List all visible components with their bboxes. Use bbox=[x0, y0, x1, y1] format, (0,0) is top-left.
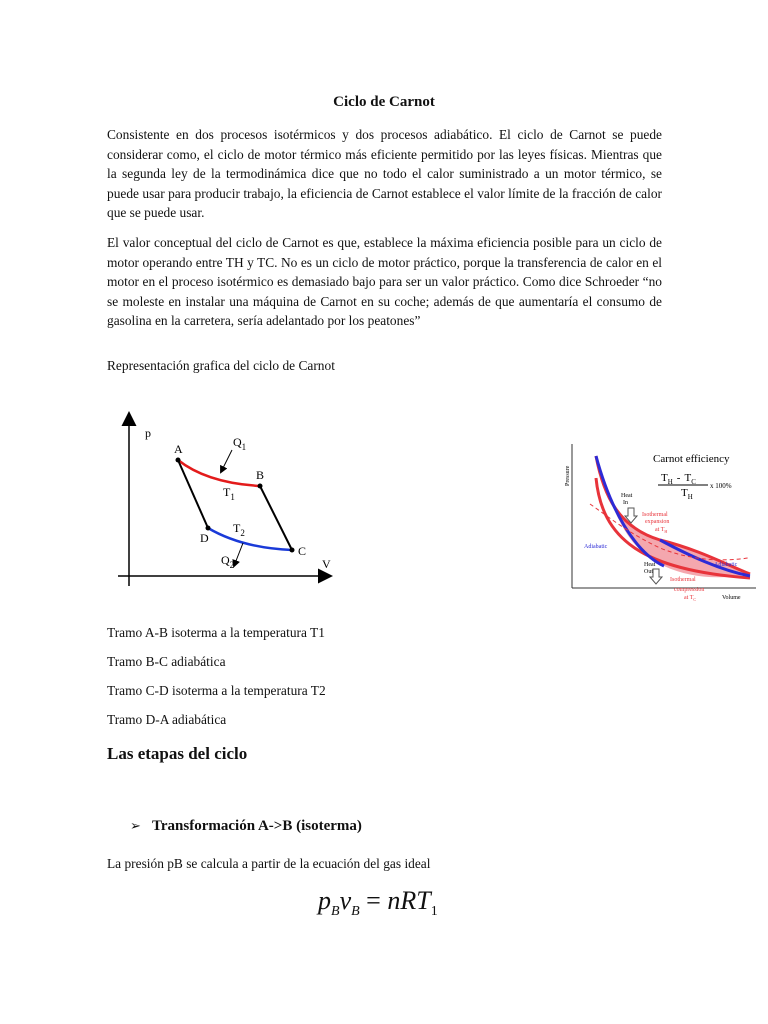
tramo-ab: Tramo A-B isoterma a la temperatura T1 bbox=[107, 625, 325, 640]
heat-in-label: Heat bbox=[621, 493, 633, 499]
bullet-item bbox=[130, 818, 362, 835]
heat-out-label: Heat bbox=[644, 562, 656, 568]
tramo-cd: Tramo C-D isoterma a la temperatura T2 bbox=[107, 683, 326, 698]
eq-p-sub: B bbox=[331, 904, 340, 920]
bullet-arrow-icon: ➢ bbox=[130, 819, 141, 834]
tramo-da: Tramo D-A adiabática bbox=[107, 712, 227, 727]
point-a bbox=[176, 458, 181, 463]
ideal-gas-equation bbox=[318, 886, 438, 920]
iso-expansion-2: expansion bbox=[645, 519, 670, 525]
bullet-heading: Transformación A->B (isoterma) bbox=[152, 818, 362, 834]
iso-compression-1: Isothermal bbox=[670, 577, 696, 583]
point-d bbox=[206, 526, 211, 531]
isotherm-cd bbox=[208, 528, 292, 550]
label-q1: $Q_1$ bbox=[233, 435, 247, 452]
efficiency-denominator: $T_H$ bbox=[681, 487, 693, 501]
heat-in-label-2: In bbox=[623, 500, 628, 506]
iso-compression-2: compression bbox=[674, 587, 705, 593]
diagram-caption: Representación grafica del ciclo de Carnot bbox=[107, 358, 335, 373]
iso-compression-3: at $T_C$ bbox=[684, 595, 697, 602]
eq-v-sub: B bbox=[351, 904, 360, 920]
volume-label: Volume bbox=[722, 595, 741, 601]
point-b bbox=[258, 484, 263, 489]
heat-out-label-2: Out bbox=[644, 569, 653, 575]
efficiency-numerator: $T_H - T_C$ bbox=[661, 472, 696, 486]
page-title: Ciclo de Carnot bbox=[333, 94, 435, 110]
eq-equals: = bbox=[359, 886, 388, 915]
iso-expansion-1: Isothermal bbox=[642, 512, 668, 518]
heat-out-arrow bbox=[234, 543, 243, 566]
label-d: D bbox=[200, 531, 209, 545]
efficiency-times: x 100% bbox=[710, 482, 732, 490]
eq-rhs-sub: 1 bbox=[430, 904, 438, 920]
section-heading: Las etapas del ciclo bbox=[107, 744, 248, 763]
label-c: C bbox=[298, 544, 307, 558]
pressure-label: Pressure bbox=[565, 465, 571, 486]
point-c bbox=[290, 548, 295, 553]
adiabatic-right-label: Adiabatic bbox=[714, 562, 738, 568]
adiabatic-left-label: Adiabatic bbox=[584, 544, 608, 550]
adiabat-bc bbox=[260, 486, 292, 550]
carnot-efficiency-diagram bbox=[560, 438, 758, 620]
label-b: B bbox=[256, 468, 265, 482]
eq-v: v bbox=[339, 886, 352, 915]
label-t2: $T_2$ bbox=[233, 521, 245, 538]
iso-expansion-3: at $T_H$ bbox=[655, 527, 668, 534]
isotherm-extension bbox=[590, 504, 748, 560]
paragraph-intro: Consistente en dos procesos isotérmicos y dos procesos adiabático. El ciclo de Carnot se puede considerar como, el ciclo de motor térmico más eficiente permitido por las leyes físicas. Mientras que la segunda ley de la termodinámica dice que no todo el calor suministrado a un motor térmico, se puede usar para producir trabajo, la eficiencia de Carnot establece el valor límite de la fracción de calor que se puede usar. bbox=[107, 127, 662, 221]
eq-p: p bbox=[318, 886, 331, 915]
isotherm-ab bbox=[178, 460, 260, 486]
v-axis-label: V bbox=[322, 557, 331, 571]
efficiency-title: Carnot efficiency bbox=[653, 453, 730, 465]
pv-diagram-left bbox=[112, 408, 342, 590]
label-t1: $T_1$ bbox=[223, 485, 235, 502]
tramo-bc: Tramo B-C adiabática bbox=[107, 654, 226, 669]
p-axis-label: p bbox=[145, 426, 151, 440]
paragraph-concept: El valor conceptual del ciclo de Carnot es que, establece la máxima eficiencia posible para un ciclo de motor operando entre TH y TC. No es un ciclo de motor práctico, porque la transferencia de calor en el motor en el proceso isotérmico es demasiado bajo para ser un valor práctico. Como dice Schroeder “no se moleste en instalar una máquina de Carnot en su coche; además de que aumentaría el consumo de gasolina en la carretera, sería adelantado por los peatones” bbox=[107, 235, 662, 329]
eq-rhs: nRT bbox=[387, 886, 431, 915]
label-a: A bbox=[174, 442, 183, 456]
heat-in-arrow bbox=[221, 450, 232, 472]
label-q2: $Q_2$ bbox=[221, 553, 235, 570]
formula-intro: La presión pB se calcula a partir de la ecuación del gas ideal bbox=[107, 856, 431, 871]
